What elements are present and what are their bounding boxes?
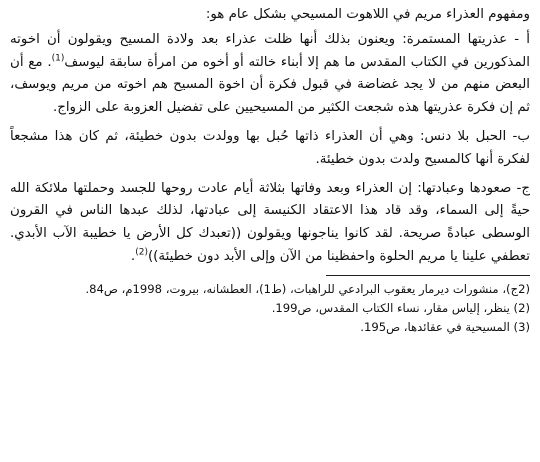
section-text: أ - عذريتها المستمرة: ويعنون بذلك أنها ظلت عذراء بعد ولادة المسيح ويقولون أن اخوته المذكورين في الكتاب المقدس ما هم إلا أبناء خالته أو أخوه من امرأة سابقة ليوسف	[10, 31, 530, 70]
section-text: ج- صعودها وعبادتها: إن العذراء وبعد وفاتها بثلاثة أيام عادت روحها للجسد وحملتها ملائكة الله حيةً إلى السماء، وقد قاد هذا الاعتقاد الكنيسة إلى عبادتها، لذلك عبدها الناس في القرون الوسطى عبادةً صريحة. لقد كانوا يناجونها ويقولون ((تعبدك كل الأرض يا خطيبة الآب الأبدي. تعطفي علينا يا مريم الحلوة واحفظينا من الآن وإلى الأبد دون خطيئة))	[10, 180, 530, 264]
section-text: ب- الحبل بلا دنس: وهي أن العذراء ذاتها حُبل بها وولدت بدون خطيئة، ثم كان هذا مشجعاً لفكرة أنها كالمسيح ولدت بدون خطيئة.	[10, 128, 530, 167]
footnote-ref[interactable]: (2)	[135, 247, 148, 258]
footnote-2: (2) ينظر، إلياس مقار، نساء الكتاب المقدس، ص199.	[271, 300, 530, 315]
section-assumption-worship	[10, 178, 530, 269]
footnote-1: (2ج)، منشورات ديرمار يعقوب البرادعي للراهبات، (ط1)، العطشانه، بيروت، 1998م، ص84.	[85, 281, 530, 296]
section-text-continued: . مع أن البعض منهم من لا يجد غضاضة في قبول فكرة أن اخوة المسيح هم اخوته من مريم ويوسف، ثم إن فكرة عذريتها هذه شجعت الكثير من المسيحيين على تفضيل العزوبة على الزواج.	[10, 54, 530, 116]
section-perpetual-virginity	[10, 29, 530, 120]
section-immaculate-conception	[10, 126, 530, 172]
footnote-ref[interactable]: (1)	[51, 53, 65, 64]
intro-paragraph: ومفهوم العذراء مريم في اللاهوت المسيحي بشكل عام هو:	[205, 7, 530, 22]
section-text-continued: .	[130, 248, 136, 264]
footnote-3: (3) المسيحية في عقائدها، ص195.	[360, 319, 530, 334]
footnote-divider	[326, 275, 530, 276]
